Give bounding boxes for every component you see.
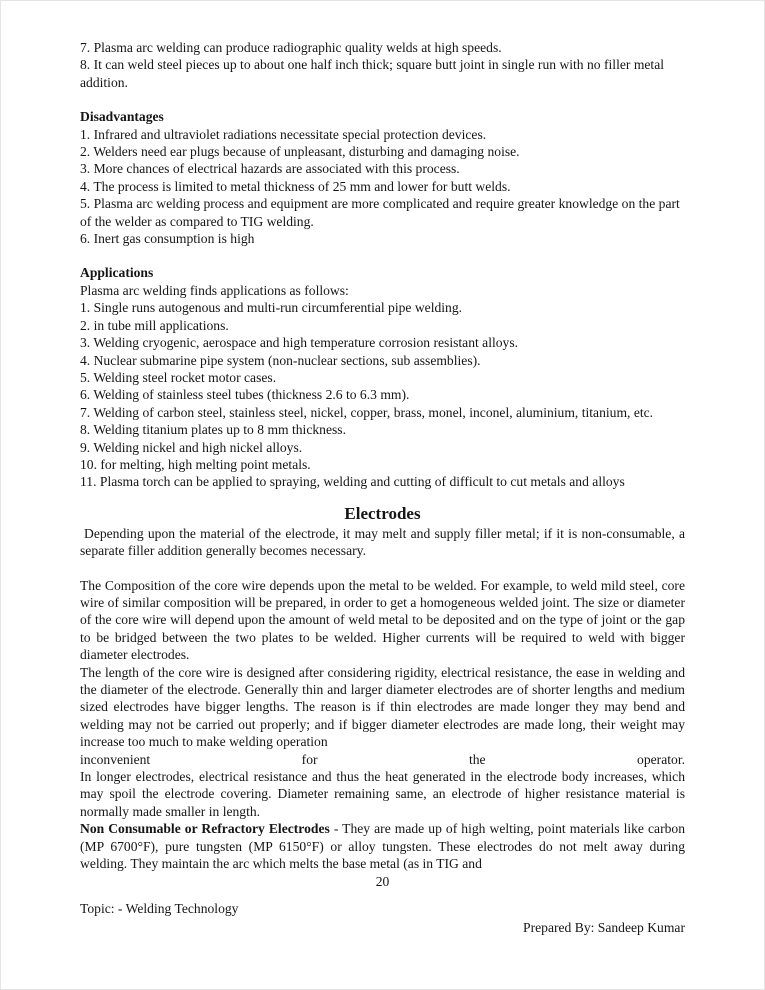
spread-justified-line: inconvenient for the operator. bbox=[80, 751, 685, 767]
application-item: 4. Nuclear submarine pipe system (non-nuclear sections, sub assemblies). bbox=[80, 352, 481, 368]
page-number: 20 bbox=[375, 874, 390, 890]
core-wire-composition-paragraph: The Composition of the core wire depends upon the metal to be welded. For example, to weld mild steel, core wire of similar composition will be prepared, in order to get a homogeneous welded joint. The size or diameter of the core wire will depend upon the amount of weld metal to be deposited and on the type of joint or the gap to be bridged between the two plates to be welded. Higher currents will be required to weld with bigger diameter electrodes. bbox=[80, 577, 685, 663]
application-item: 7. Welding of carbon steel, stainless steel, nickel, copper, brass, monel, inconel, aluminium, titanium, etc. bbox=[80, 404, 654, 420]
advantage-item-8: 8. It can weld steel pieces up to about one half inch thick; square butt joint in single run with no filler metal addition. bbox=[80, 57, 665, 90]
disadvantage-item: 3. More chances of electrical hazards are associated with this process. bbox=[80, 161, 460, 177]
application-item: 8. Welding titanium plates up to 8 mm thickness. bbox=[80, 422, 346, 438]
core-wire-length-paragraph: The length of the core wire is designed after considering rigidity, electrical resistance, the ease in welding and the diameter of the electrode. Generally thin and larger diameter electrodes are of shorter lengths and medium sized electrodes have bigger lengths. The reason is if thin electrodes are made longer they may bend and welding may not be carried out properly; and if bigger diameter electrodes are made long, their weight may increase too much to make welding operation bbox=[80, 664, 685, 750]
application-item: 10. for melting, high melting point metals. bbox=[80, 456, 311, 472]
non-consumable-text: - They are made up of high welting, point materials like carbon (MP 6700°F), pure tungsten (MP 6150°F) or alloy tungsten. These electrodes do not melt away during welding. They maintain the arc which melts the base metal (as in TIG and bbox=[80, 821, 686, 872]
electrodes-intro-paragraph: Depending upon the material of the electrode, it may melt and supply filler metal; if it is non-consumable, a separate filler addition generally becomes necessary. bbox=[80, 525, 685, 559]
footer-prepared-by: Prepared By: Sandeep Kumar bbox=[523, 920, 685, 936]
disadvantage-item: 5. Plasma arc welding process and equipment are more complicated and require greater knowledge on the part of the welder as compared to TIG welding. bbox=[80, 196, 680, 229]
footer-topic: Topic: - Welding Technology bbox=[80, 900, 239, 916]
application-item: 6. Welding of stainless steel tubes (thickness 2.6 to 6.3 mm). bbox=[80, 387, 410, 403]
application-item: 11. Plasma torch can be applied to spraying, welding and cutting of difficult to cut metals and alloys bbox=[80, 474, 625, 490]
disadvantages-heading: Disadvantages bbox=[80, 109, 164, 125]
application-item: 1. Single runs autogenous and multi-run circumferential pipe welding. bbox=[80, 300, 463, 316]
non-consumable-lead: Non Consumable or Refractory Electrodes bbox=[80, 821, 330, 837]
applications-heading: Applications bbox=[80, 265, 154, 281]
disadvantage-item: 6. Inert gas consumption is high bbox=[80, 231, 255, 247]
application-item: 3. Welding cryogenic, aerospace and high temperature corrosion resistant alloys. bbox=[80, 335, 519, 351]
disadvantage-item: 1. Infrared and ultraviolet radiations necessitate special protection devices. bbox=[80, 126, 487, 142]
longer-electrodes-paragraph: In longer electrodes, electrical resistance and thus the heat generated in the electrode body increases, which may spoil the electrode covering. Diameter remaining same, an electrode of higher resistance material is normally made smaller in length. bbox=[80, 769, 685, 819]
application-item: 9. Welding nickel and high nickel alloys. bbox=[80, 439, 303, 455]
page-footer bbox=[80, 900, 685, 937]
application-item: 5. Welding steel rocket motor cases. bbox=[80, 369, 277, 385]
advantage-item-7: 7. Plasma arc welding can produce radiographic quality welds at high speeds. bbox=[80, 40, 502, 55]
applications-intro: Plasma arc welding finds applications as follows: bbox=[80, 282, 349, 298]
application-item: 2. in tube mill applications. bbox=[80, 317, 229, 333]
electrodes-heading: Electrodes bbox=[344, 503, 421, 523]
disadvantage-item: 4. The process is limited to metal thickness of 25 mm and lower for butt welds. bbox=[80, 178, 511, 194]
non-consumable-paragraph bbox=[80, 820, 685, 872]
disadvantage-item: 2. Welders need ear plugs because of unpleasant, disturbing and damaging noise. bbox=[80, 144, 520, 160]
